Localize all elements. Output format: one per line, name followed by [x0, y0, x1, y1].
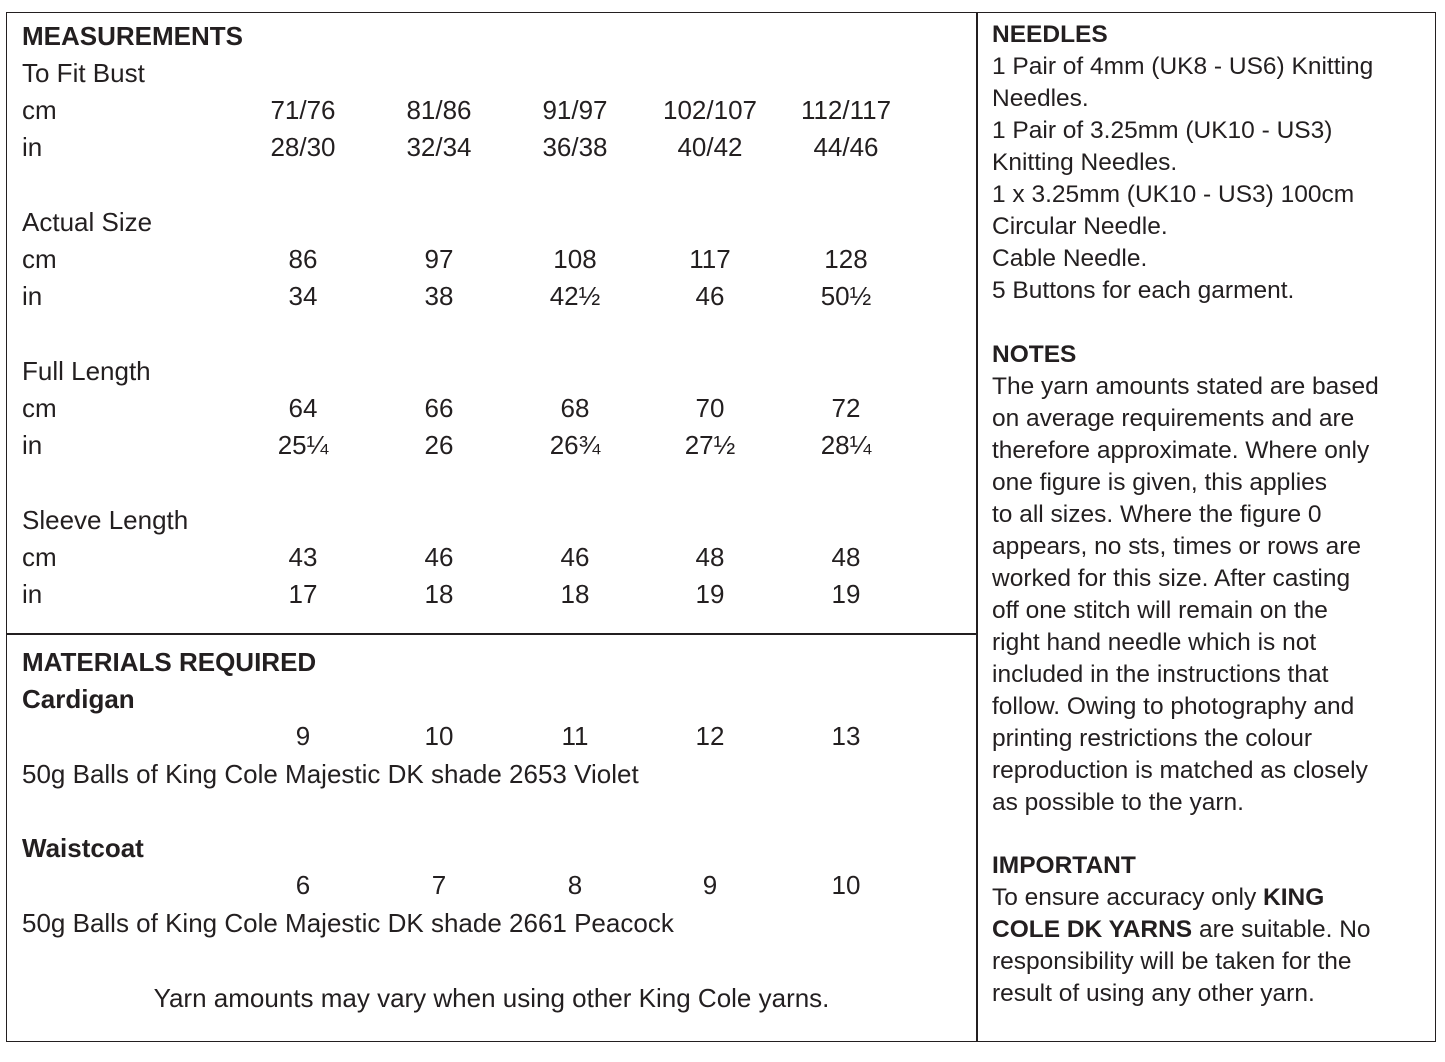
- sleeve-length-cm-value: 46: [560, 542, 590, 572]
- to-fit-bust-in-value: 32/34: [406, 132, 472, 162]
- to-fit-bust-in-value: 28/30: [270, 132, 336, 162]
- needles-line: 1 x 3.25mm (UK10 - US3) 100cm: [992, 181, 1355, 208]
- waistcoat-ball-count: 7: [431, 870, 447, 900]
- full-length-in-value: 28¼: [820, 430, 872, 460]
- notes-line: off one stitch will remain on the: [992, 597, 1328, 624]
- notes-line: one figure is given, this applies: [992, 469, 1328, 496]
- sleeve-length-cm-value: 48: [831, 542, 861, 572]
- actual-size-label: Actual Size: [22, 207, 153, 237]
- needles-heading: NEEDLES: [992, 21, 1108, 48]
- sleeve-length-in-value: 19: [831, 579, 861, 609]
- important-section: [992, 850, 1432, 1010]
- notes-line: The yarn amounts stated are based: [992, 373, 1379, 400]
- sleeve-length-label: Sleeve Length: [22, 505, 189, 535]
- full-length-in-value: 25¼: [277, 430, 329, 460]
- actual-size-cm-unit: cm: [22, 244, 57, 274]
- needles-line: Circular Needle.: [992, 213, 1168, 240]
- actual-size-cm-value: 108: [553, 244, 597, 274]
- to-fit-bust-cm-value: 102/107: [663, 95, 757, 125]
- measurements-heading: MEASUREMENTS: [22, 21, 244, 51]
- brand-name-emphasis: COLE DK YARNS: [992, 916, 1193, 943]
- full-length-cm-value: 72: [831, 393, 861, 423]
- full-length-cm-value: 66: [424, 393, 454, 423]
- actual-size-cm-value: 97: [424, 244, 454, 274]
- cardigan-ball-count: 9: [295, 721, 311, 751]
- to-fit-bust-cm-value: 71/76: [270, 95, 336, 125]
- notes-line: right hand needle which is not: [992, 629, 1317, 656]
- notes-line: follow. Owing to photography and: [992, 693, 1355, 720]
- actual-size-in-value: 42½: [549, 281, 601, 311]
- to-fit-bust-cm-value: 112/117: [800, 95, 892, 125]
- actual-size-cm-value: 117: [689, 244, 731, 274]
- important-heading: IMPORTANT: [992, 852, 1136, 879]
- to-fit-bust-cm-value: 91/97: [542, 95, 608, 125]
- sleeve-length-in-value: 19: [695, 579, 725, 609]
- notes-heading: NOTES: [992, 341, 1077, 368]
- notes-line: worked for this size. After casting: [992, 565, 1351, 592]
- sleeve-length-in-unit: in: [22, 579, 43, 609]
- full-length-in-value: 26¾: [549, 430, 601, 460]
- notes-line: included in the instructions that: [992, 661, 1329, 688]
- needles-line: Knitting Needles.: [992, 149, 1178, 176]
- actual-size-in-unit: in: [22, 281, 43, 311]
- to-fit-bust-label: To Fit Bust: [22, 58, 145, 88]
- to-fit-bust-in-value: 36/38: [542, 132, 608, 162]
- waistcoat-ball-count: 8: [567, 870, 583, 900]
- actual-size-cm-value: 128: [824, 244, 868, 274]
- yarn-variation-note: Yarn amounts may vary when using other King Cole yarns.: [153, 983, 830, 1013]
- to-fit-bust-in-unit: in: [22, 132, 43, 162]
- important-text: are suitable. No: [1192, 916, 1371, 943]
- notes-line: reproduction is matched as closely: [992, 757, 1368, 784]
- full-length-cm-value: 64: [288, 393, 318, 423]
- column-divider: [976, 12, 978, 1042]
- needles-line: Cable Needle.: [992, 245, 1148, 272]
- full-length-cm-value: 68: [560, 393, 590, 423]
- section-divider: [6, 633, 977, 635]
- waistcoat-label: Waistcoat: [22, 833, 144, 863]
- actual-size-in-value: 34: [288, 281, 318, 311]
- important-line: responsibility will be taken for the: [992, 948, 1352, 975]
- cardigan-label: Cardigan: [22, 684, 135, 714]
- notes-line: to all sizes. Where the figure 0: [992, 501, 1322, 528]
- cardigan-ball-count: 12: [695, 721, 725, 751]
- full-length-cm-value: 70: [695, 393, 725, 423]
- to-fit-bust-cm-unit: cm: [22, 95, 57, 125]
- full-length-in-value: 27½: [684, 430, 736, 460]
- actual-size-in-value: 50½: [820, 281, 872, 311]
- important-text: To ensure accuracy only: [992, 884, 1263, 911]
- to-fit-bust-in-value: 40/42: [677, 132, 743, 162]
- full-length-label: Full Length: [22, 356, 151, 386]
- needles-section: [992, 19, 1432, 307]
- needles-line: 1 Pair of 3.25mm (UK10 - US3): [992, 117, 1333, 144]
- actual-size-in-value: 38: [424, 281, 454, 311]
- full-length-in-value: 26: [424, 430, 454, 460]
- full-length-in-unit: in: [22, 430, 43, 460]
- actual-size-in-value: 46: [695, 281, 725, 311]
- brand-name-emphasis: KING: [1263, 884, 1325, 911]
- notes-line: therefore approximate. Where only: [992, 437, 1370, 464]
- important-line: [992, 882, 1432, 914]
- waistcoat-ball-count: 6: [295, 870, 311, 900]
- to-fit-bust-in-value: 44/46: [813, 132, 879, 162]
- materials-heading: MATERIALS REQUIRED: [22, 647, 317, 677]
- cardigan-yarn: 50g Balls of King Cole Majestic DK shade 2653 Violet: [22, 759, 639, 789]
- sleeve-length-cm-value: 43: [288, 542, 318, 572]
- needles-line: 1 Pair of 4mm (UK8 - US6) Knitting: [992, 53, 1374, 80]
- to-fit-bust-cm-value: 81/86: [406, 95, 472, 125]
- notes-line: as possible to the yarn.: [992, 789, 1244, 816]
- sleeve-length-cm-value: 48: [695, 542, 725, 572]
- notes-line: printing restrictions the colour: [992, 725, 1313, 752]
- actual-size-cm-value: 86: [288, 244, 318, 274]
- cardigan-ball-count: 13: [831, 721, 861, 751]
- cardigan-ball-count: 10: [424, 721, 454, 751]
- needles-line: 5 Buttons for each garment.: [992, 277, 1295, 304]
- notes-line: appears, no sts, times or rows are: [992, 533, 1362, 560]
- sleeve-length-in-value: 17: [288, 579, 318, 609]
- cardigan-ball-count: 11: [561, 721, 589, 751]
- notes-line: on average requirements and are: [992, 405, 1355, 432]
- sleeve-length-in-value: 18: [560, 579, 590, 609]
- sleeve-length-cm-unit: cm: [22, 542, 57, 572]
- waistcoat-ball-count: 10: [831, 870, 861, 900]
- notes-section: [992, 339, 1432, 819]
- waistcoat-yarn: 50g Balls of King Cole Majestic DK shade 2661 Peacock: [22, 908, 674, 938]
- waistcoat-ball-count: 9: [702, 870, 718, 900]
- full-length-cm-unit: cm: [22, 393, 57, 423]
- important-line: result of using any other yarn.: [992, 980, 1315, 1007]
- needles-line: Needles.: [992, 85, 1089, 112]
- sleeve-length-in-value: 18: [424, 579, 454, 609]
- important-line: [992, 914, 1432, 946]
- sleeve-length-cm-value: 46: [424, 542, 454, 572]
